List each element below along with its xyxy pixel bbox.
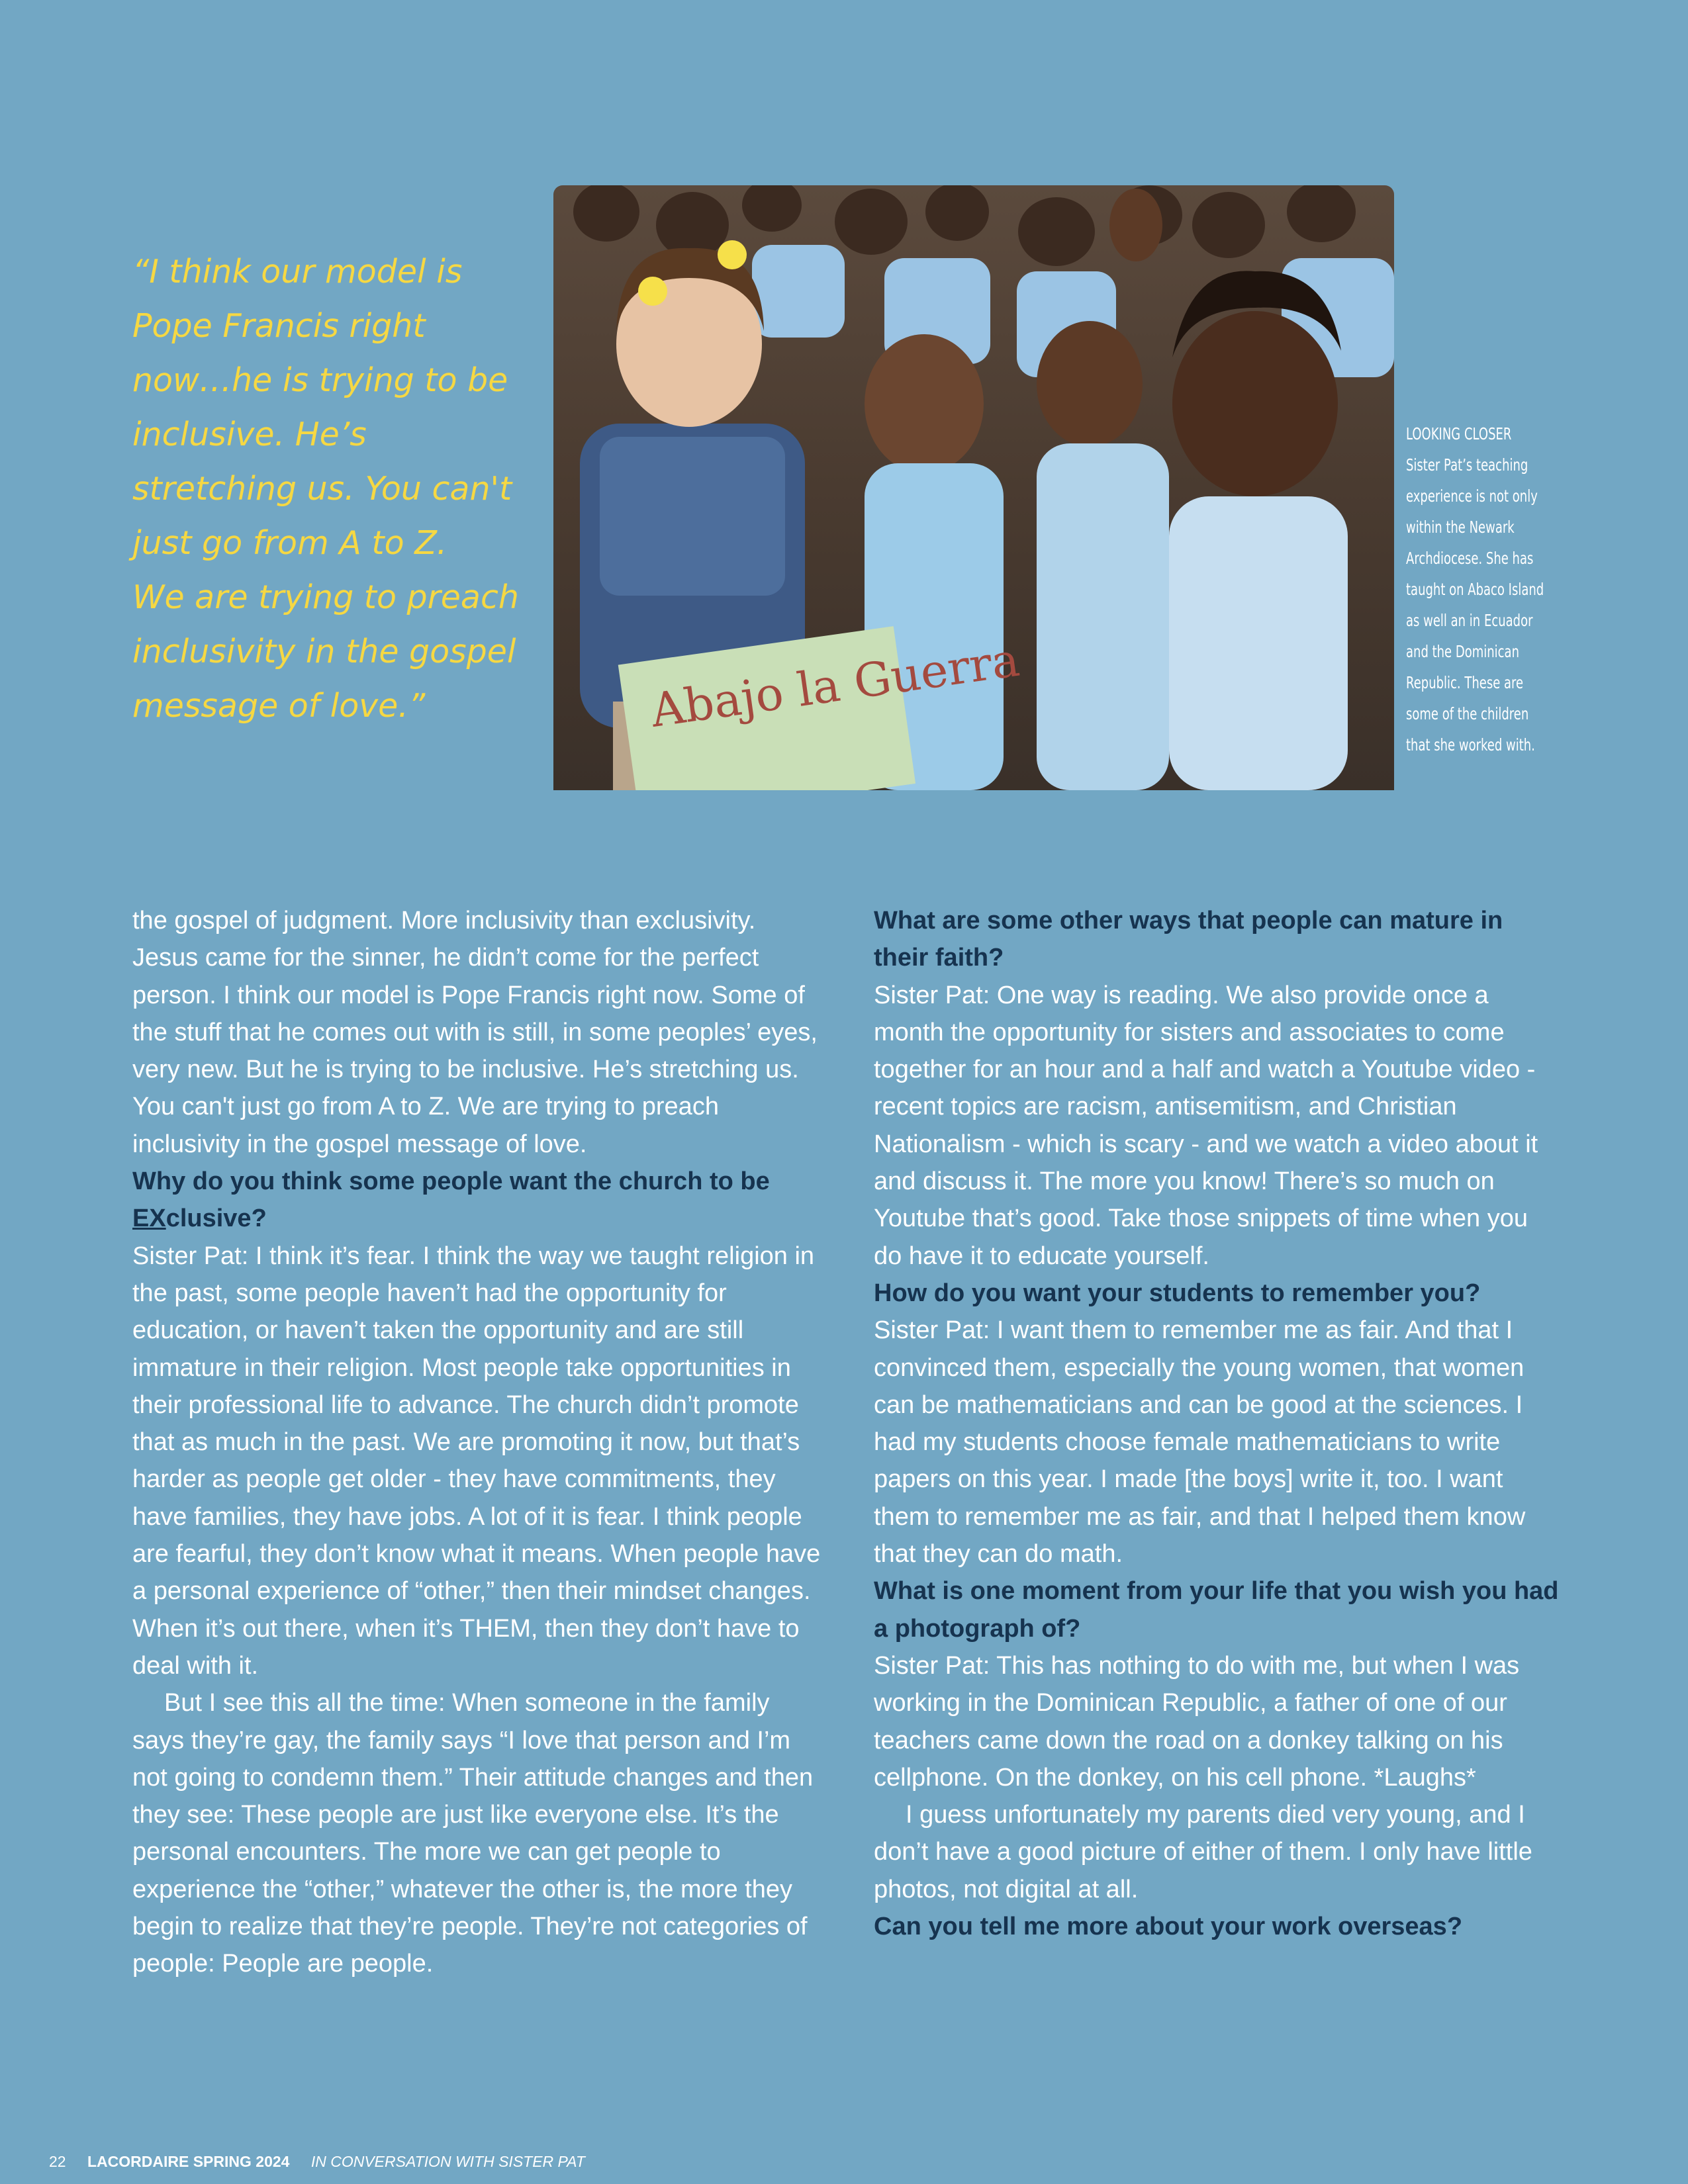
caption-line: that she worked with. <box>1406 735 1535 754</box>
interview-question: What are some other ways that people can mature in their faith? <box>874 907 1503 972</box>
caption-line: within the Newark <box>1406 518 1515 537</box>
question-emphasis: EX <box>132 1205 166 1233</box>
article-column-left <box>132 902 821 1983</box>
page-number: 22 <box>49 2153 66 2170</box>
pull-quote <box>132 245 523 733</box>
pull-quote-line: stretching us. You can't <box>132 470 512 508</box>
interview-question: How do you want your students to remember you? <box>874 1279 1481 1307</box>
interview-answer: I guess unfortunately my parents died very young, and I don’t have a good picture of either of them. I only have little photos, not digital at all. <box>874 1801 1532 1903</box>
caption-line: taught on Abaco Island <box>1406 580 1544 599</box>
caption-title: LOOKING CLOSER <box>1406 424 1512 443</box>
interview-answer: Sister Pat: One way is reading. We also provide once a month the opportunity for sisters and associates to come together for an hour and a half and watch a Youtube video - recent topics are racism, antisemitism, and Christian Nationalism - which is scary - and we watch a video about it and discuss it. The more you know! There’s so much on Youtube that’s good. Take those snippets of time when you do have it to educate yourself. <box>874 981 1538 1270</box>
sign-text: Abajo la Guerra <box>647 632 1023 738</box>
article-paragraph: the gospel of judgment. More inclusivity than exclusivity. Jesus came for the sinner, he didn’t come for the perfect person. I think our model is Pope Francis right now. Some of the stuff that he comes out with is still, in some peoples’ eyes, very new. But he is trying to be inclusive. He’s stretching us. You can't just go from A to Z. We are trying to preach inclusivity in the gospel message of love. <box>132 907 818 1158</box>
photo-caption <box>1406 418 1558 760</box>
pull-quote-line: inclusivity in the gospel <box>132 633 516 670</box>
pull-quote-line: now…he is trying to be <box>132 361 508 399</box>
section-title: IN CONVERSATION WITH SISTER PAT <box>310 2153 585 2170</box>
interview-answer: Sister Pat: I think it’s fear. I think the way we taught religion in the past, some people haven’t had the opportunity for education, or haven’t taken the opportunity and are still immature in their religion. Most people take opportunities in their professional life to advance. The church didn’t promote that as much in the past. We are promoting it now, but that’s harder as people get older - they have commitments, they have families, they have jobs. A lot of it is fear. I think people are fearful, they don’t know what it means. When people have a personal experience of “other,” then their mindset changes. When it’s out there, when it’s THEM, then they don’t have to deal with it. <box>132 1242 821 1680</box>
interview-answer: Sister Pat: I want them to remember me as fair. And that I convinced them, especially the young women, that women can be mathematicians and can be good at the sciences. I had my students choose female mathematicians to write papers on this year. I made [the boys] write it, too. I want them to remember me as fair, and that I helped them know that they can do math. <box>874 1316 1526 1569</box>
pull-quote-line: We are trying to preach <box>132 578 519 616</box>
pull-quote-line: inclusive. He’s <box>132 416 367 453</box>
caption-line: Archdiocese. She has <box>1406 549 1534 568</box>
magazine-title: LACORDAIRE SPRING 2024 <box>87 2153 290 2170</box>
interview-question <box>132 1163 821 1238</box>
caption-line: and the Dominican <box>1406 642 1519 661</box>
pull-quote-line: Pope Francis right <box>132 307 426 345</box>
article-column-right <box>874 902 1562 1945</box>
pull-quote-line: just go from A to Z. <box>132 524 447 562</box>
caption-line: Republic. These are <box>1406 673 1524 692</box>
caption-line: Sister Pat’s teaching <box>1406 455 1528 475</box>
caption-line: some of the children <box>1406 704 1529 723</box>
interview-answer: Sister Pat: This has nothing to do with me, but when I was working in the Dominican Republic, a father of one of our teachers came down the road on a donkey talking on his cellphone. On the donkey, on his cell phone. *Laughs* <box>874 1651 1520 1792</box>
interview-question: Can you tell me more about your work overseas? <box>874 1913 1463 1941</box>
question-text: clusive? <box>165 1205 267 1233</box>
children-photo-illustration <box>553 185 1394 790</box>
page-footer <box>49 2153 585 2171</box>
question-text: Why do you think some people want the church to be <box>132 1167 770 1196</box>
interview-answer: But I see this all the time: When someone in the family says they’re gay, the family says “I love that person and I’m not going to condemn them.” Their attitude changes and then they see: These people are just like everyone else. It’s the personal encounters. The more we can get people to experience the “other,” whatever the other is, the more they begin to realize that they’re people. They’re not categories of people: People are people. <box>132 1689 814 1978</box>
pull-quote-line: message of love.” <box>132 687 426 725</box>
caption-line: as well an in Ecuador <box>1406 611 1533 630</box>
children-photo <box>553 185 1394 790</box>
pull-quote-line: “I think our model is <box>132 253 463 291</box>
interview-question: What is one moment from your life that you wish you had a photograph of? <box>874 1577 1559 1643</box>
caption-line: experience is not only <box>1406 486 1538 506</box>
